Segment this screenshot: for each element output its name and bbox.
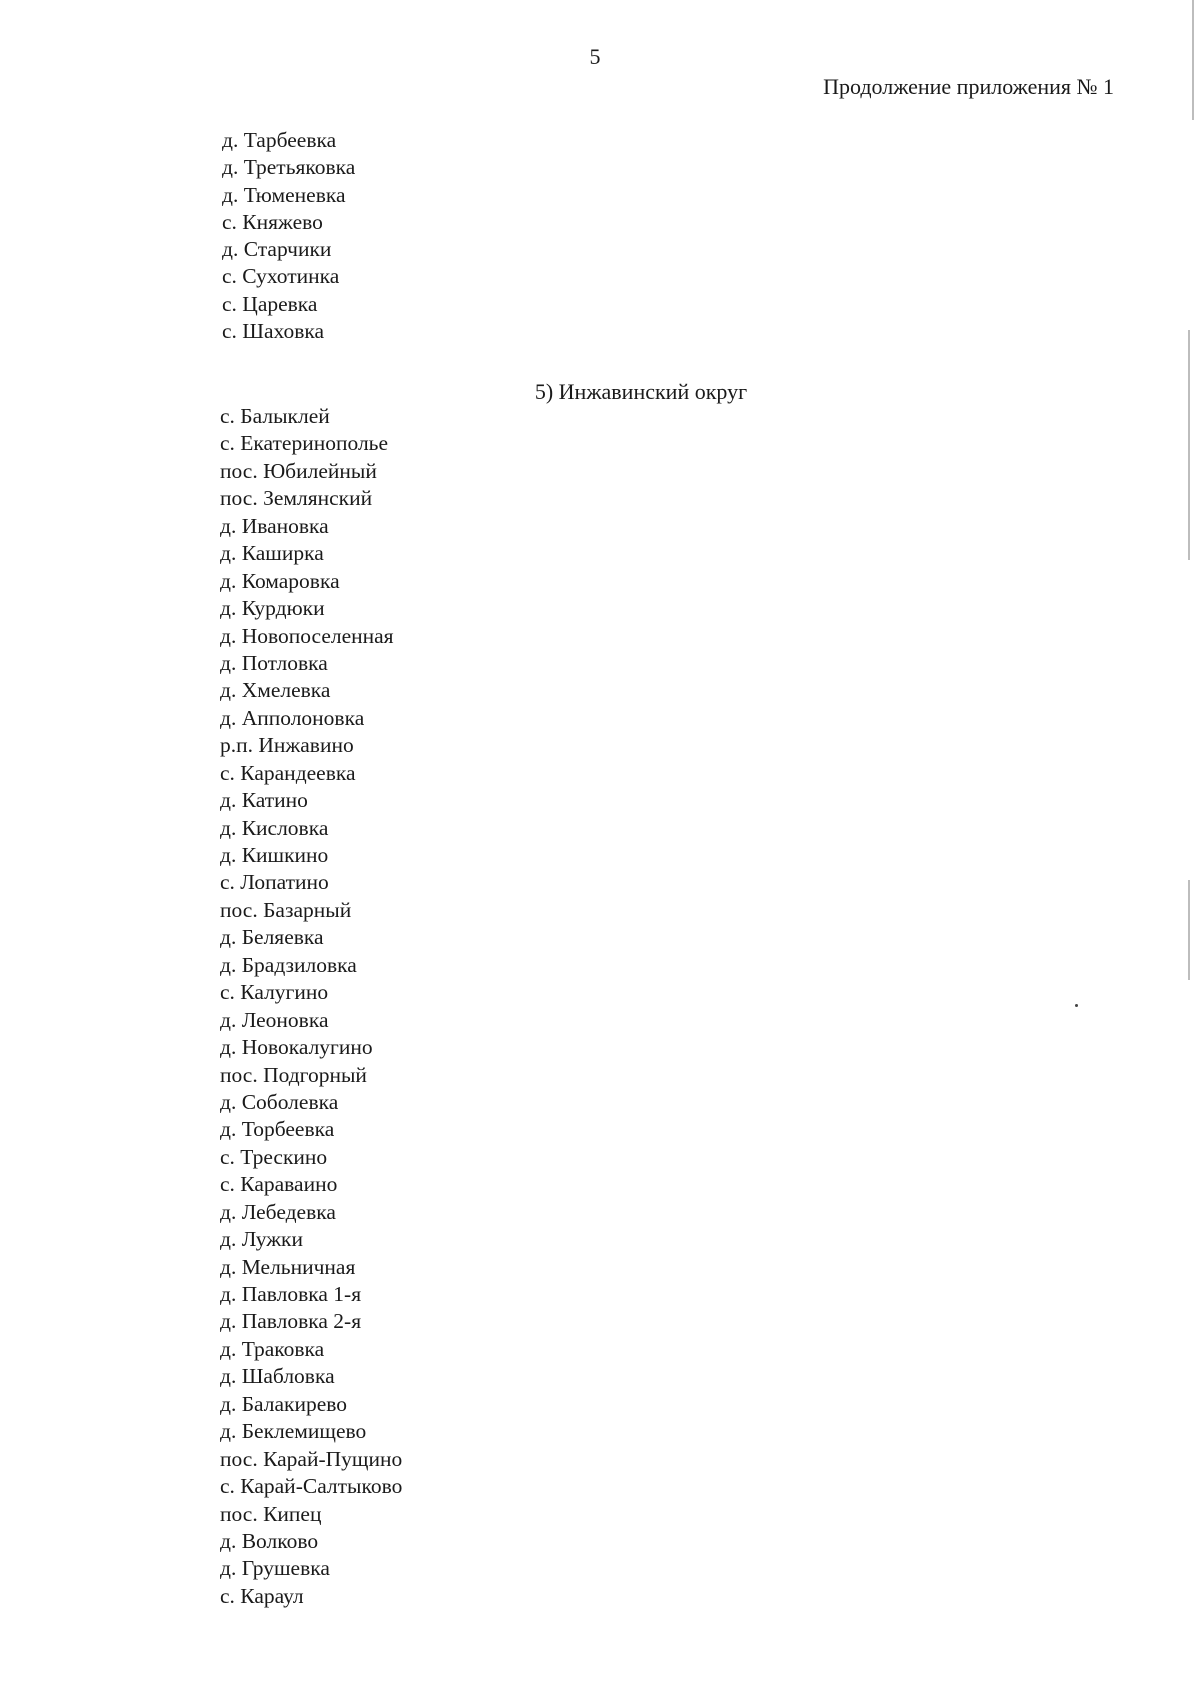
scan-edge-line bbox=[1192, 0, 1194, 120]
list-item: с. Сухотинка bbox=[222, 264, 340, 289]
list-item: с. Шаховка bbox=[222, 319, 325, 344]
list-item: с. Царевка bbox=[222, 291, 318, 316]
list-item: д. Тарбеевка bbox=[222, 128, 337, 152]
list-item: д. Шабловка bbox=[220, 1364, 335, 1389]
list-item: с. Карандеевка bbox=[220, 760, 356, 785]
list-item: д. Потловка bbox=[220, 650, 328, 675]
list-item: р.п. Инжавино bbox=[220, 733, 354, 758]
list-item: д. Старчики bbox=[222, 237, 332, 262]
list-item: д. Балакирево bbox=[220, 1391, 348, 1416]
list-item: д. Леоновка bbox=[220, 1007, 329, 1032]
scan-speck bbox=[1075, 1004, 1078, 1007]
page-number: 5 bbox=[589, 44, 601, 69]
settlement-list-inzhavinsky bbox=[220, 403, 402, 1610]
list-item: д. Торбеевка bbox=[220, 1117, 335, 1142]
list-item: д. Тюменевка bbox=[222, 182, 346, 207]
appendix-continuation-note: Продолжение приложения № 1 bbox=[823, 74, 1114, 99]
list-item: с. Карай-Салтыково bbox=[220, 1474, 403, 1499]
list-item: д. Кишкино bbox=[220, 843, 329, 867]
list-item: д. Каширка bbox=[220, 541, 324, 566]
list-item: с. Караваино bbox=[220, 1172, 338, 1197]
list-item: с. Екатеринополье bbox=[220, 431, 389, 456]
list-item: д. Беклемищево bbox=[220, 1419, 367, 1444]
list-item: д. Грушевка bbox=[220, 1556, 330, 1581]
list-item: д. Новокалугино bbox=[220, 1035, 373, 1060]
list-item: пос. Юбилейный bbox=[220, 458, 377, 483]
list-item: д. Новопоселенная bbox=[220, 623, 394, 648]
list-item: пос. Подгорный bbox=[220, 1062, 367, 1087]
list-item: с. Трескино bbox=[220, 1144, 328, 1169]
list-item: д. Третьяковка bbox=[222, 155, 356, 180]
list-item: д. Лебедевка bbox=[220, 1199, 336, 1224]
list-item: д. Траковка bbox=[220, 1336, 325, 1361]
list-item: с. Калугино bbox=[220, 980, 329, 1005]
list-item: с. Балыклей bbox=[220, 404, 330, 428]
list-item: д. Апполоновка bbox=[220, 705, 365, 730]
list-item: д. Катино bbox=[220, 788, 308, 813]
list-item: д. Волково bbox=[220, 1528, 319, 1553]
settlement-list-continued bbox=[222, 127, 355, 345]
list-item: д. Курдюки bbox=[220, 596, 325, 621]
section-heading: 5) Инжавинский округ bbox=[534, 379, 748, 404]
list-item: д. Кисловка bbox=[220, 815, 329, 840]
list-item: д. Беляевка bbox=[220, 925, 324, 950]
list-item: д. Комаровка bbox=[220, 568, 340, 593]
list-item: с. Княжево bbox=[222, 209, 323, 234]
list-item: пос. Базарный bbox=[220, 897, 352, 922]
list-item: пос. Кипец bbox=[220, 1501, 322, 1526]
list-item: д. Соболевка bbox=[220, 1089, 339, 1114]
list-item: с. Караул bbox=[220, 1583, 304, 1608]
list-item: д. Павловка 1-я bbox=[220, 1282, 362, 1306]
list-item: пос. Карай-Пущино bbox=[220, 1446, 403, 1471]
list-item: д. Брадзиловка bbox=[220, 952, 357, 977]
list-item: с. Лопатино bbox=[220, 870, 329, 895]
scan-edge-line bbox=[1188, 880, 1190, 980]
list-item: д. Мельничная bbox=[220, 1254, 356, 1279]
list-item: д. Павловка 2-я bbox=[220, 1309, 362, 1334]
list-item: д. Лужки bbox=[220, 1227, 304, 1252]
list-item: д. Хмелевка bbox=[220, 678, 331, 703]
scan-edge-line bbox=[1188, 330, 1190, 560]
list-item: пос. Землянский bbox=[220, 486, 373, 511]
list-item: д. Ивановка bbox=[220, 513, 329, 538]
